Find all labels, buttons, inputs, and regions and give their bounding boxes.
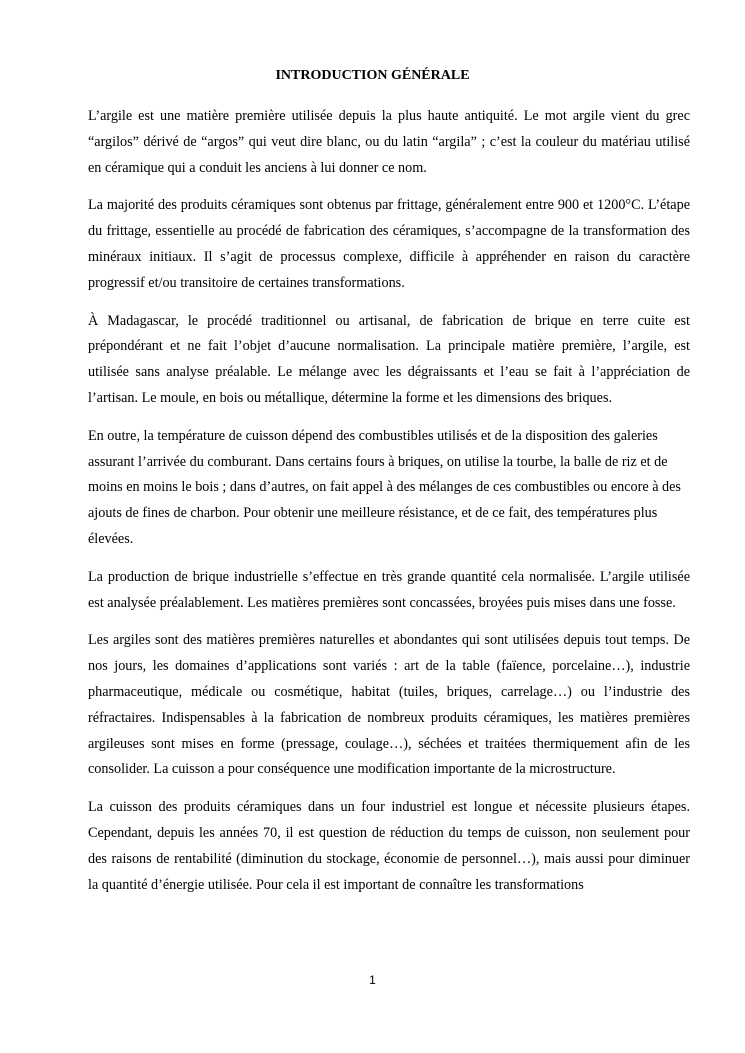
paragraph-madagascar: À Madagascar, le procédé traditionnel ou artisanal, de fabrication de brique en terre cuite est prépondérant et ne fait l’objet d’aucune normalisation. La principale matière première, l’argile, est utilisée sans analyse préalable. Le mélange avec les dégraissants et l’eau se fait à l’appréciation de l’artisan. Le moule, en bois ou métallique, détermine la forme et les dimensions des briques. bbox=[88, 312, 690, 406]
paragraph-argiles-applications: Les argiles sont des matières premières naturelles et abondantes qui sont utilisées depuis tout temps. De nos jours, les domaines d’applications sont variés : art de la table (faïence, porcelaine…), industrie pharmaceutique, médicale ou cosmétique, habitat (tuiles, briques, carrelage…) ou l’industrie des réfractaires. Indispensables à la fabrication de nombreux produits céramiques, les matières premières argileuses sont mises en forme (pressage, coulage…), séchées et traitées thermiquement afin de les consolider. La cuisson a pour conséquence une modification importante de la microstructure. bbox=[88, 632, 690, 778]
page-number: 1 bbox=[369, 973, 376, 987]
page-title: INTRODUCTION GÉNÉRALE bbox=[275, 68, 470, 83]
paragraph-cuisson-four: La cuisson des produits céramiques dans un four industriel est longue et nécessite plusieurs étapes. Cependant, depuis les années 70, il est question de réduction du temps de cuisson, non seulement pour des raisons de rentabilité (diminution du stockage, économie de personnel…), mais aussi pour diminuer la quantité d’énergie utilisée. Pour cela il est important de connaître les transformations bbox=[88, 799, 690, 893]
paragraph-production-industrielle: La production de brique industrielle s’effectue en très grande quantité cela normalisée. L’argile utilisée est analysée préalablement. Les matières premières sont concassées, broyées puis mises dans une fosse. bbox=[88, 568, 690, 611]
body-text bbox=[88, 104, 690, 910]
paragraph-cuisson-combustibles: En outre, la température de cuisson dépend des combustibles utilisés et de la disposition des galeries assurant l’arrivée du comburant. Dans certains fours à briques, on utilise la tourbe, la balle de riz et de moins en moins le bois ; dans d’autres, on fait appel à des mélanges de ces combustibles ou encore à des ajouts de fines de charbon. Pour obtenir une meilleure résistance, et de ce fait, des températures plus élevées. bbox=[88, 427, 681, 547]
paragraph-frittage: La majorité des produits céramiques sont obtenus par frittage, généralement entre 900 et 1200°C. L’étape du frittage, essentielle au procédé de fabrication des céramiques, s’accompagne de la transformation des minéraux initiaux. Il s’agit de processus complexe, difficile à appréhender en raison du caractère progressif et/ou transitoire de certaines transformations. bbox=[88, 197, 690, 291]
paragraph-argile-origin: L’argile est une matière première utilisée depuis la plus haute antiquité. Le mot argile vient du grec “argilos” dérivé de “argos” qui veut dire blanc, ou du latin “argila” ; c’est la couleur du matériau utilisé en céramique qui a conduit les anciens à lui donner ce nom. bbox=[88, 108, 690, 176]
